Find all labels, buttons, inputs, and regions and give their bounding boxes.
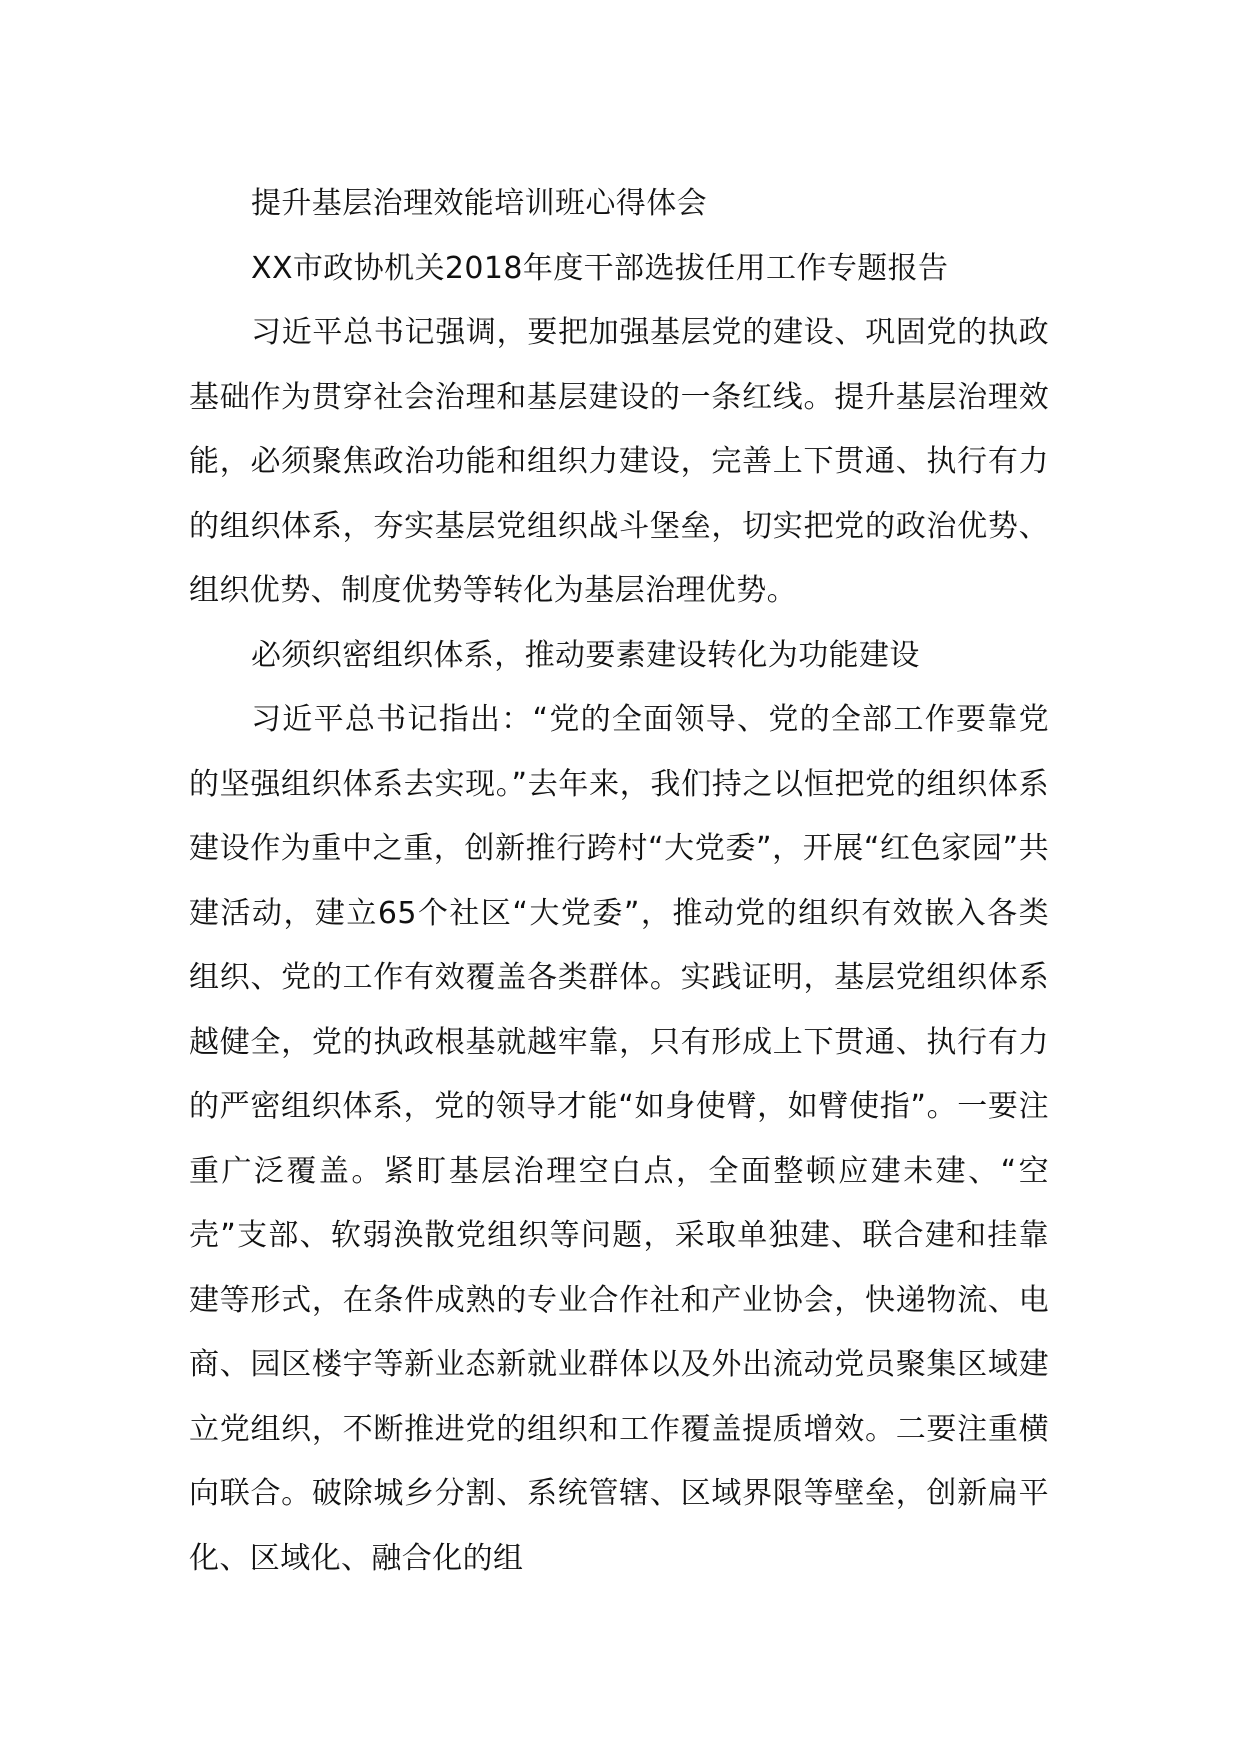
paragraph-body: 习近平总书记指出：“党的全面领导、党的全部工作要靠党的坚强组织体系去实现。”去年来，我们持之以恒把党的组织体系建设作为重中之重，创新推行跨村“大党委”，开展“红色家园”共建活动，建立65个社区“大党委”，推动党的组织有效嵌入各类组织、党的工作有效覆盖各类群体。实践证明，基层党组织体系越健全，党的执政根基就越牢靠，只有形成上下贯通、执行有力的严密组织体系，党的领导才能“如身使臂，如臂使指”。一要注重广泛覆盖。紧盯基层治理空白点，全面整顿应建未建、“空壳”支部、软弱涣散党组织等问题，采取单独建、联合建和挂靠建等形式，在条件成熟的专业合作社和产业协会，快递物流、电商、园区楼宇等新业态新就业群体以及外出流动党员聚集区域建立党组织，不断推进党的组织和工作覆盖提质增效。二要注重横向联合。破除城乡分割、系统管辖、区域界限等壁垒，创新扁平化、区域化、融合化的组: [189, 702, 1049, 1576]
document-subtitle: XX市政协机关2018年度干部选拔任用工作专题报告: [251, 250, 949, 286]
document-title: 提升基层治理效能培训班心得体会: [251, 186, 707, 221]
paragraph-intro: 习近平总书记强调，要把加强基层党的建设、巩固党的执政基础作为贯穿社会治理和基层建设的一条红线。提升基层治理效能，必须聚焦政治功能和组织力建设，完善上下贯通、执行有力的组织体系，夯实基层党组织战斗堡垒，切实把党的政治优势、组织优势、制度优势等转化为基层治理优势。: [189, 315, 1049, 608]
document-body: [189, 172, 1049, 1591]
section-heading: 必须织密组织体系，推动要素建设转化为功能建设: [251, 637, 920, 673]
